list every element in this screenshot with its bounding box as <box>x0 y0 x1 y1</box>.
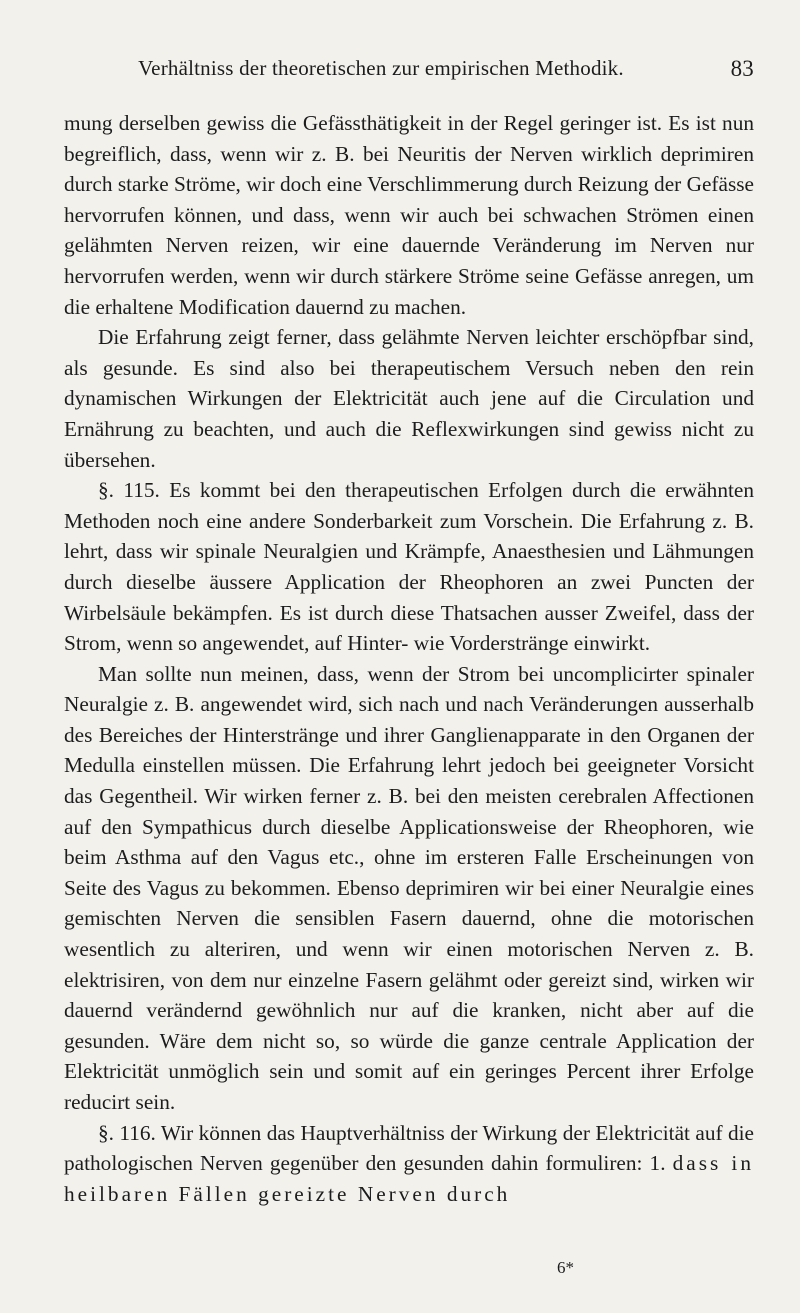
signature-mark: 6* <box>557 1258 574 1277</box>
paragraph-5-spaced-text: dass in heilbaren Fällen gereizte Nerven durch <box>64 1151 754 1206</box>
book-page <box>64 56 754 1209</box>
paragraph-5-text: §. 116. Wir können das Hauptverhältniss der Wirkung der Elektricität auf die pathologischen Nerven gegenüber den gesunden dahin formuliren: 1. <box>64 1120 754 1176</box>
paragraph-5-section-116 <box>64 1118 754 1210</box>
running-head <box>64 56 754 90</box>
paragraph-1: mung derselben gewiss die Gefässthätigkeit in der Regel geringer ist. Es ist nun begreiflich, dass, wenn wir z. B. bei Neuritis der Nerven wirklich deprimiren durch starke Ströme, wir doch eine Verschlimmerung durch Reizung der Gefässe hervorrufen können, und dass, wenn wir auch bei schwachen Strömen einen gelähmten Nerven reizen, wir eine dauernde Veränderung im Nerven nur hervorrufen werden, wenn wir durch stärkere Ströme seine Gefässe anregen, um die erhaltene Modification dauernd zu machen. <box>64 111 754 319</box>
paragraph-4: Man sollte nun meinen, dass, wenn der Strom bei uncomplicirter spinaler Neuralgie z. B. angewendet wird, sich nach und nach Veränderungen ausserhalb des Bereiches der Hinterstränge und ihrer Ganglienapparate in den Organen der Medulla einstellen müssen. Die Erfahrung lehrt jedoch bei geeigneter Vorsicht das Gegentheil. Wir wirken ferner z. B. bei den meisten cerebralen Affectionen auf den Sympathicus durch dieselbe Applicationsweise der Rheophoren, wie beim Asthma auf den Vagus etc., ohne im ersteren Falle Erscheinungen von Seite des Vagus zu bekommen. Ebenso deprimiren wir bei einer Neuralgie eines gemischten Nerven die sensiblen Fasern dauernd, ohne die motorischen wesentlich zu alteriren, und wenn wir einen motorischen Nerven z. B. elektrisiren, von dem nur einzelne Fasern gelähmt oder gereizt sind, wirken wir dauernd verändernd gewöhnlich nur auf die kranken, nicht aber auf die gesunden. Wäre dem nicht so, so würde die ganze centrale Application der Elektricität unmöglich sein und somit auf ein geringes Percent ihrer Erfolge reducirt sein. <box>64 661 754 1114</box>
running-head-title: Verhältniss der theoretischen zur empirischen Methodik. <box>138 56 624 80</box>
body-text <box>64 108 754 1209</box>
paragraph-2: Die Erfahrung zeigt ferner, dass gelähmte Nerven leichter erschöpfbar sind, als gesunde. Es sind also bei therapeutischem Versuch neben den rein dynamischen Wirkungen der Elektricität auch jene auf die Circulation und Ernährung zu beachten, und auch die Reflexwirkungen sind gewiss nicht zu übersehen. <box>64 325 754 472</box>
paragraph-3-section-115: §. 115. Es kommt bei den therapeutischen Erfolgen durch die erwähnten Methoden noch eine andere Sonderbarkeit zum Vorschein. Die Erfahrung z. B. lehrt, dass wir spinale Neuralgien und Krämpfe, Anaesthesien und Lähmungen durch dieselbe äussere Application der Rheophoren an zwei Puncten der Wirbelsäule bekämpfen. Es ist durch diese Thatsachen ausser Zweifel, dass der Strom, wenn so angewendet, auf Hinter- wie Vorderstränge einwirkt. <box>64 478 754 656</box>
page-number: 83 <box>730 56 754 81</box>
